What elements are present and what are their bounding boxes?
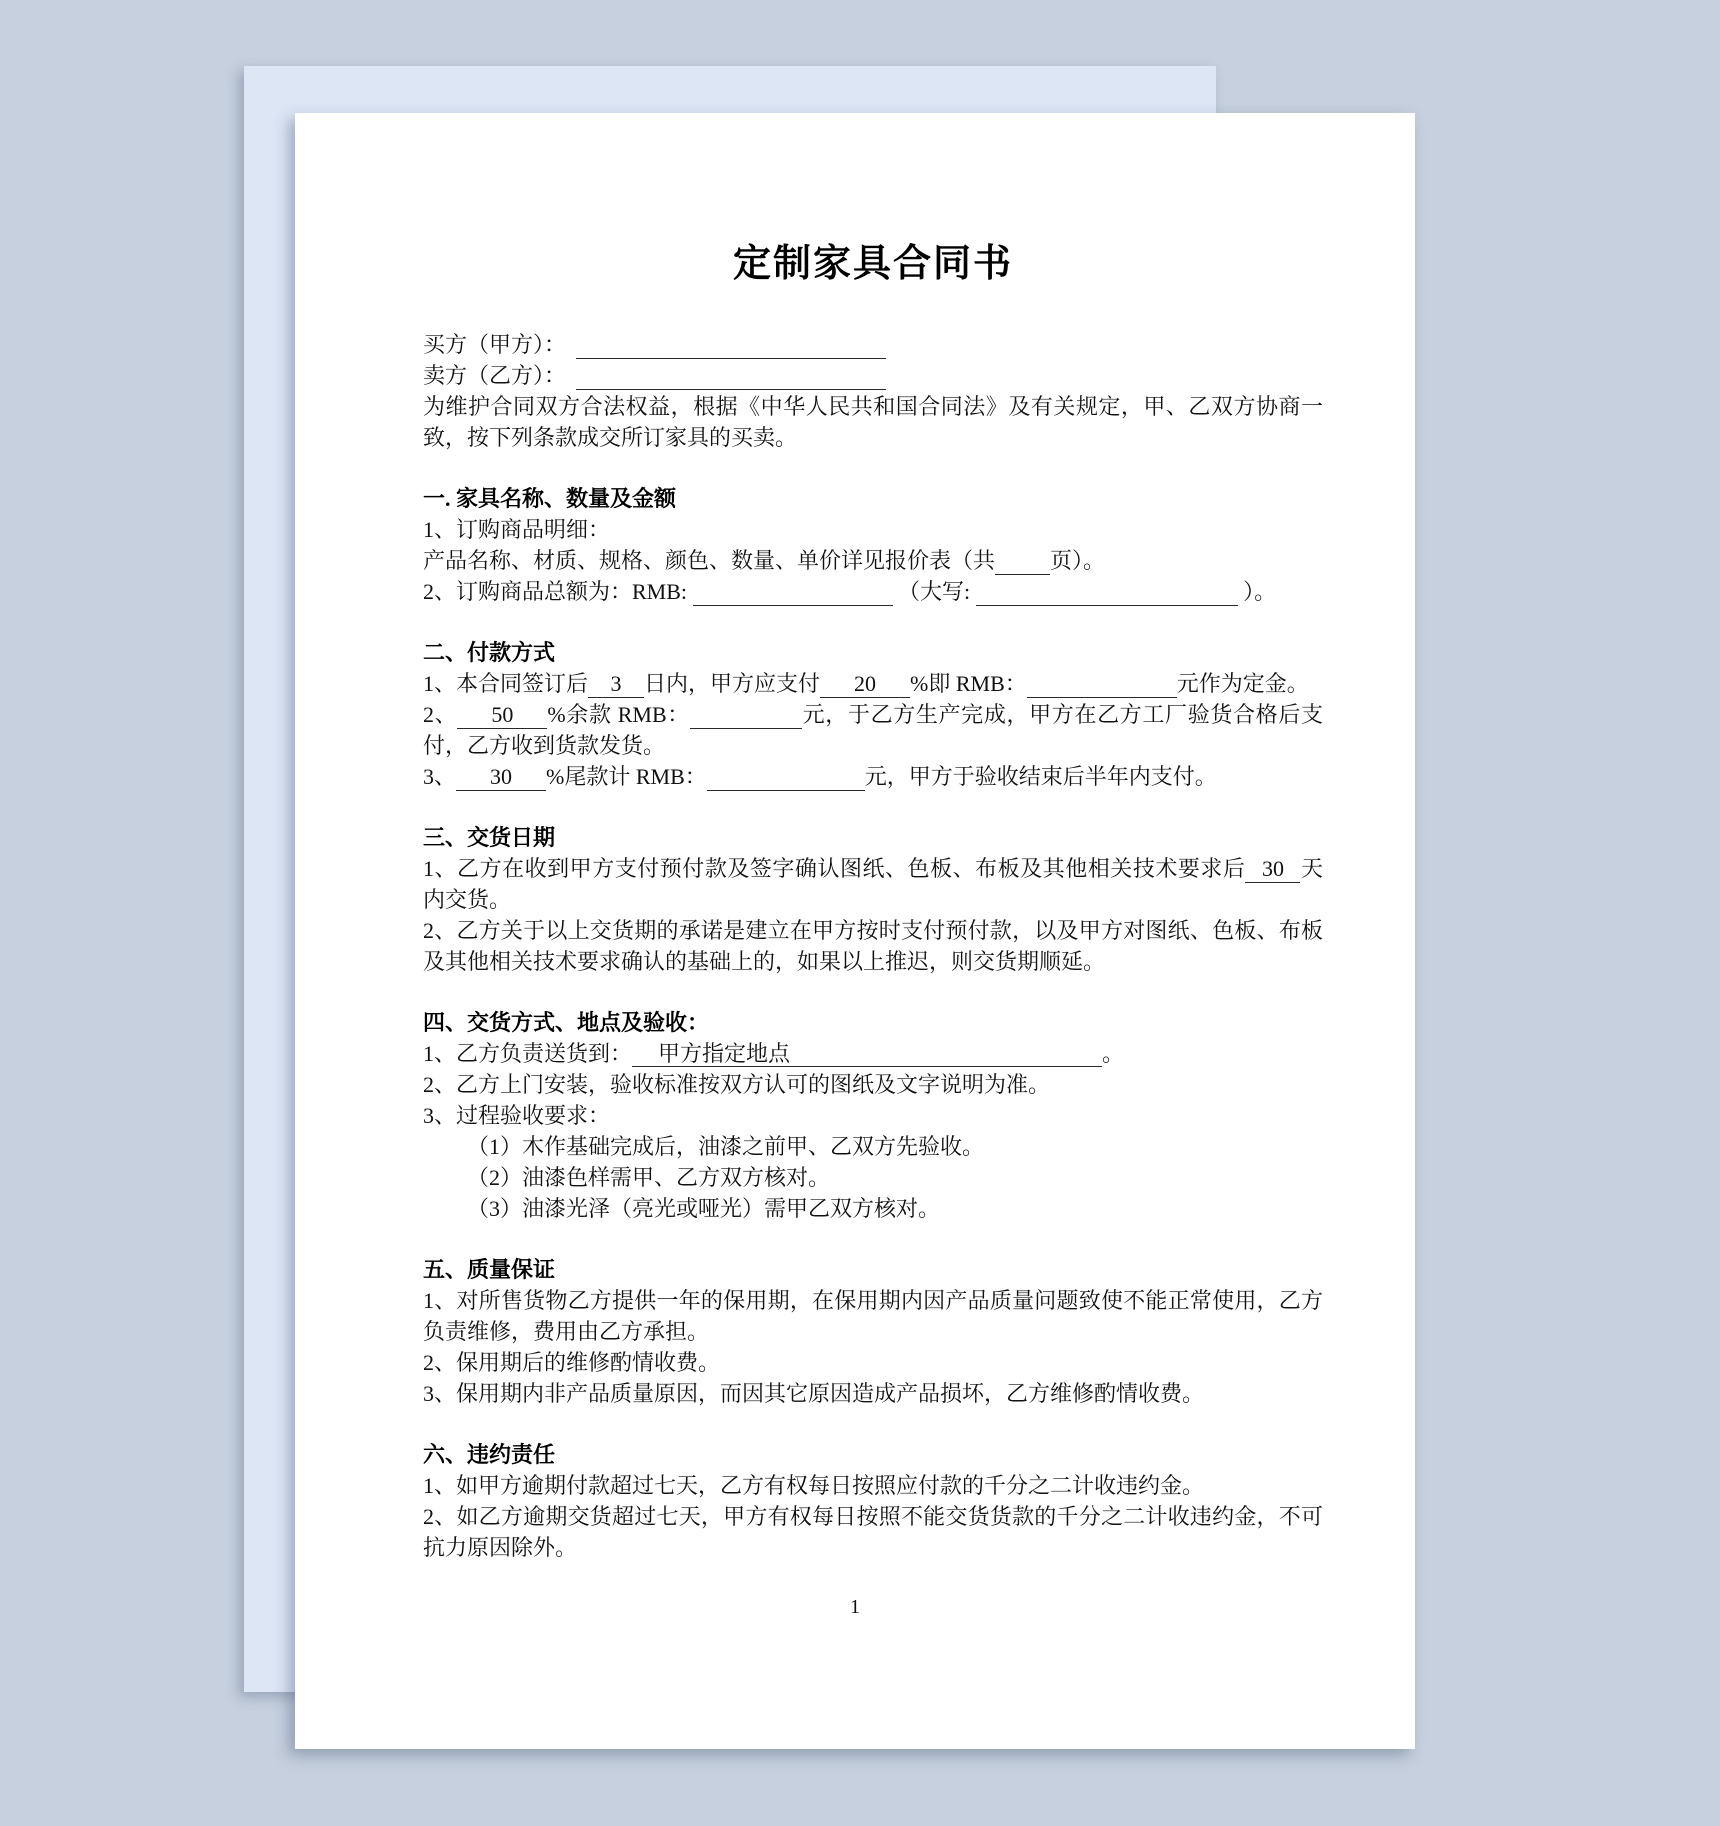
clause-text: 2、 <box>423 702 458 727</box>
fill-in-blank: 甲方指定地点 <box>632 1041 1102 1067</box>
clause-text: 2、订购商品总额为：RMB: <box>423 579 693 604</box>
clause-text: （2）油漆色样需甲、乙方双方核对。 <box>467 1165 831 1190</box>
parties <box>423 329 1323 391</box>
fill-in-blank: 50 <box>457 702 547 729</box>
clause-text: 元作为定金。 <box>1176 671 1309 696</box>
section-heading: 三、交货日期 <box>423 825 556 850</box>
party-label: 买方（甲方）： <box>423 332 567 357</box>
contract-clause <box>423 1162 1323 1193</box>
clause-text: 3、过程验收要求： <box>423 1103 611 1128</box>
sections <box>423 483 1323 1563</box>
contract-clause <box>423 1038 1323 1069</box>
clause-text: （大写: <box>892 579 976 604</box>
fill-in-blank <box>976 579 1238 606</box>
contract-clause <box>423 1100 1323 1131</box>
fill-in-blank: 3 <box>588 671 644 698</box>
fill-in-blank <box>576 363 886 390</box>
clause-text: 1、乙方在收到甲方支付预付款及签字确认图纸、色板、布板及其他相关技术要求后 <box>423 856 1246 881</box>
fill-in-blank <box>576 332 886 359</box>
page-number: 1 <box>850 1596 860 1618</box>
clause-text: %余款 RMB： <box>547 702 690 727</box>
clause-text: 2、乙方上门安装，验收标准按双方认可的图纸及文字说明为准。 <box>423 1072 1051 1097</box>
clause-text: ）。 <box>1237 579 1277 604</box>
fill-in-blank <box>995 548 1050 575</box>
party-line <box>423 360 1323 391</box>
clause-text: 3、保用期内非产品质量原因，而因其它原因造成产品损坏，乙方维修酌情收费。 <box>423 1381 1205 1406</box>
contract-clause <box>423 545 1323 576</box>
fill-in-blank <box>693 579 893 606</box>
fill-in-blank: 20 <box>820 671 910 698</box>
contract-clause <box>423 514 1323 545</box>
clause-text: 2、如乙方逾期交货超过七天，甲方有权每日按照不能交货货款的千分之二计收违约金，不可抗力原因除外。 <box>423 1504 1323 1560</box>
fill-in-blank <box>1027 671 1177 698</box>
contract-clause <box>423 668 1323 699</box>
clause-text: 元，甲方于验收结束后半年内支付。 <box>864 764 1217 789</box>
clause-text: %尾款计 RMB： <box>546 764 707 789</box>
contract-page <box>295 113 1415 1749</box>
section-heading: 六、违约责任 <box>423 1442 556 1467</box>
contract-clause <box>423 853 1323 915</box>
contract-clause <box>423 1378 1323 1409</box>
clause-text: （1）木作基础完成后，油漆之前甲、乙双方先验收。 <box>467 1134 985 1159</box>
clause-text: 3、 <box>423 764 457 789</box>
contract-clause <box>423 576 1323 607</box>
contract-clause <box>423 1131 1323 1162</box>
contract-clause <box>423 915 1323 977</box>
section-heading: 一. 家具名称、数量及金额 <box>423 486 677 511</box>
fill-in-blank <box>707 764 865 791</box>
contract-clause <box>423 1347 1323 1378</box>
section-heading: 二、付款方式 <box>423 640 556 665</box>
contract-clause <box>423 699 1323 761</box>
party-label: 卖方（乙方）： <box>423 363 567 388</box>
contract-clause <box>423 1193 1323 1224</box>
clause-text: 1、如甲方逾期付款超过七天，乙方有权每日按照应付款的千分之二计收违约金。 <box>423 1473 1205 1498</box>
clause-text: 1、对所售货物乙方提供一年的保用期，在保用期内因产品质量问题致使不能正常使用，乙方负责维修，费用由乙方承担。 <box>423 1288 1323 1344</box>
clause-text: 1、订购商品明细： <box>423 517 611 542</box>
fill-in-blank: 30 <box>1245 856 1300 883</box>
clause-text: %即 RMB： <box>910 671 1027 696</box>
document-title: 定制家具合同书 <box>732 243 1013 285</box>
clause-text: 产品名称、材质、规格、颜色、数量、单价详见报价表（共 <box>423 548 996 573</box>
section-heading: 四、交货方式、地点及验收： <box>423 1010 710 1035</box>
contract-clause <box>423 1069 1323 1100</box>
party-line <box>423 329 1323 360</box>
clause-text: 2、乙方关于以上交货期的承诺是建立在甲方按时支付预付款，以及甲方对图纸、色板、布板及其他相关技术要求确认的基础上的，如果以上推迟，则交货期顺延。 <box>423 918 1323 974</box>
clause-text: 日内，甲方应支付 <box>644 671 821 696</box>
contract-clause <box>423 761 1323 792</box>
clause-text: （3）油漆光泽（亮光或哑光）需甲乙双方核对。 <box>467 1196 941 1221</box>
contract-clause <box>423 1470 1323 1501</box>
clause-text: 1、乙方负责送货到： <box>423 1041 633 1066</box>
clause-text: 1、本合同签订后 <box>423 671 589 696</box>
clause-text: 页）。 <box>1050 548 1106 573</box>
clause-text: 2、保用期后的维修酌情收费。 <box>423 1350 721 1375</box>
intro-paragraph: 为维护合同双方合法权益，根据《中华人民共和国合同法》及有关规定，甲、乙双方协商一致，按下列条款成交所订家具的买卖。 <box>423 394 1323 450</box>
contract-clause <box>423 1501 1323 1563</box>
clause-text: 元，于乙方生产完成，甲方在乙方工厂验货合格后支付，乙方收到货款发货。 <box>423 702 1323 758</box>
fill-in-blank: 30 <box>456 764 546 791</box>
section-heading: 五、质量保证 <box>423 1257 556 1282</box>
fill-in-blank <box>690 702 802 729</box>
contract-content <box>423 113 1323 1563</box>
clause-text: 天内交货。 <box>423 856 1323 912</box>
contract-clause <box>423 1285 1323 1347</box>
clause-text: 。 <box>1102 1041 1125 1066</box>
